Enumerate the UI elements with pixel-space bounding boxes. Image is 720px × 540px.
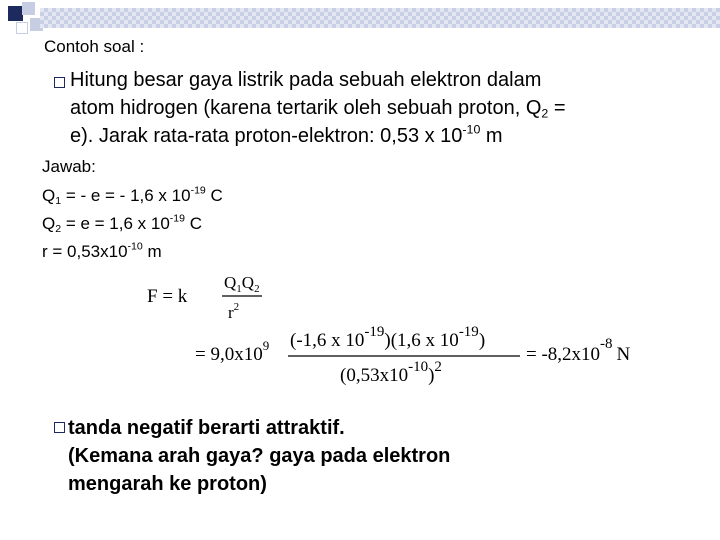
eq-result: = $-8,2x10^{-8}$ N (526, 336, 631, 365)
eq-constant: = $9,0x10^9$ (195, 338, 270, 365)
decor-square-outline (16, 22, 28, 34)
bullet-square-icon (54, 77, 65, 88)
eq-lhs: F = k (147, 286, 188, 307)
decor-square-dark (8, 6, 23, 21)
eq-frac1-den: $r^2$ (228, 301, 240, 322)
header-pattern-band (40, 8, 720, 28)
q2-line: $Q_2 = e = 1,6$ x $10^{-19}$ C (42, 212, 203, 236)
conclusion-line-3: mengarah ke proton) (68, 473, 267, 495)
problem-line-1: Hitung besar gaya listrik pada sebuah elektron dalam (70, 69, 542, 91)
eq-numerator: (-1,6 x $10^{-19})(1,6$ x $10^{-19}$) (290, 324, 486, 351)
answer-heading: Jawab: (42, 157, 96, 176)
eq-frac1-num: $Q_1Q_2$ (224, 273, 260, 295)
r-line: $r = 0,53x10^{-10}$ m (42, 240, 162, 261)
bullet-square-icon-2 (54, 422, 65, 433)
problem-line-3: e). Jarak rata-rata proton-elektron: 0,53 x $10^{-10}$ m (70, 122, 503, 147)
decor-square-light (22, 2, 35, 15)
problem-text (70, 66, 710, 150)
slide-title: Contoh soal : (44, 37, 145, 56)
conclusion-line-1: tanda negatif berarti attraktif. (68, 417, 345, 439)
coulomb-equation (140, 262, 680, 392)
conclusion-line-2: (Kemana arah gaya? gaya pada elektron (68, 445, 451, 467)
conclusion-text (68, 414, 450, 498)
q1-line: $Q_1$ = - e = - 1,6 x $10^{-19}$ C (42, 184, 223, 208)
problem-line-2: atom hidrogen (karena tertarik oleh sebuah proton, $Q_2$ = (70, 97, 566, 121)
eq-denominator: $(0,53x10^{-10})^2$ (340, 359, 442, 386)
